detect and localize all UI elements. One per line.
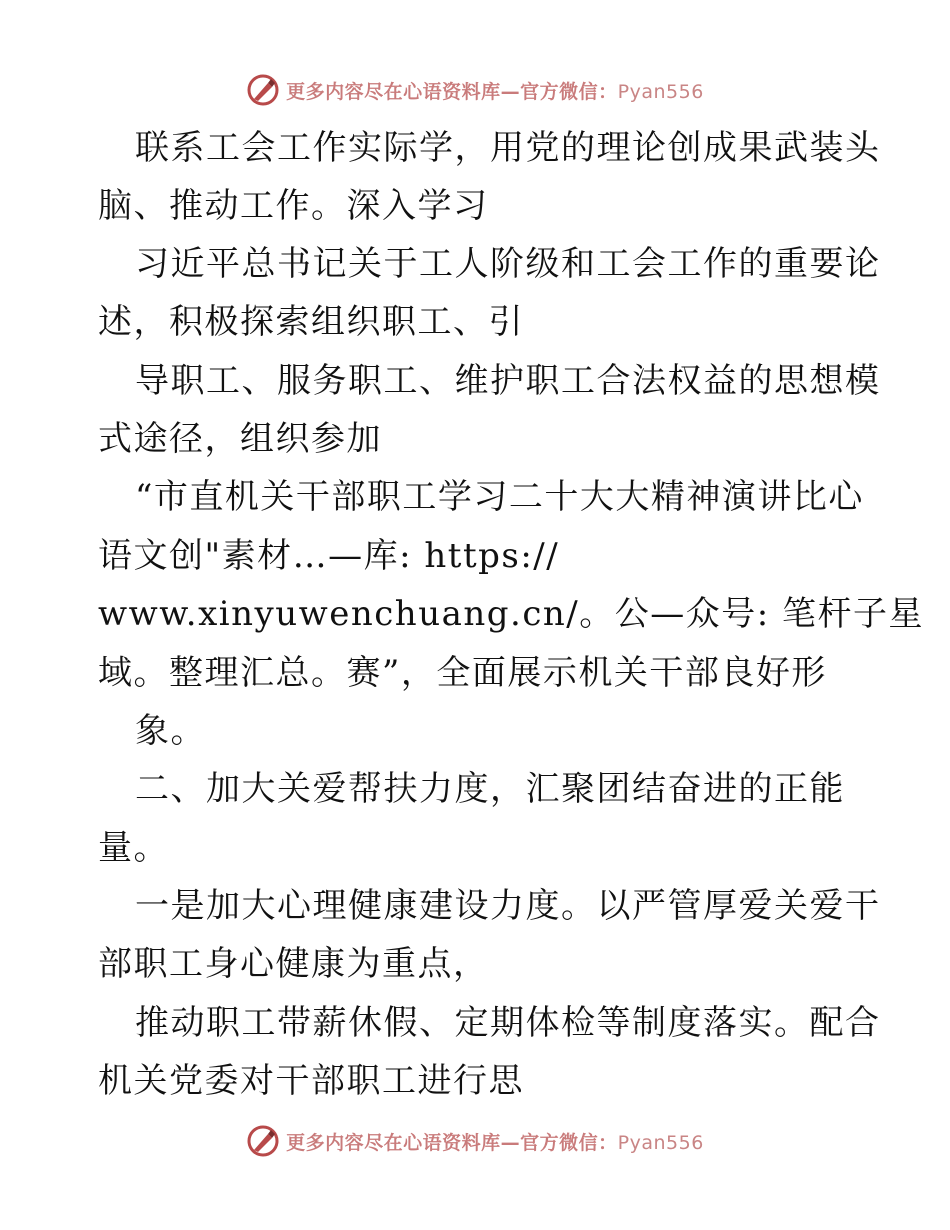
footer-banner-label: 更多内容尽在心语资料库—官方微信： <box>286 1131 618 1154</box>
footer-banner <box>0 1121 950 1161</box>
text-line: 域。整理汇总。赛”，全面展示机关干部良好形 <box>98 653 827 693</box>
text-line: 脑、推动工作。深入学习 <box>98 186 489 226</box>
text-line: 习近平总书记关于工人阶级和工会工作的重要论 <box>135 244 881 284</box>
section-heading: 二、加大关爱帮扶力度，汇聚团结奋进的正能 <box>135 769 845 809</box>
header-banner <box>0 70 950 110</box>
text-line: 联系工会工作实际学，用党的理论创成果武装头 <box>135 128 881 168</box>
text-line: “市直机关干部职工学习二十大大精神演讲比心 <box>135 477 864 517</box>
text-line: 一是加大心理健康建设力度。以严管厚爱关爱干 <box>135 886 881 926</box>
pen-logo-icon <box>246 1124 280 1158</box>
text-line: 象。 <box>135 711 206 751</box>
footer-banner-handle: Pyan556 <box>617 1131 704 1154</box>
text-line: 量。 <box>98 828 169 868</box>
header-banner-text <box>286 77 704 104</box>
text-line: 推动职工带薪休假、定期体检等制度落实。配合 <box>135 1003 881 1043</box>
pen-logo-icon <box>246 73 280 107</box>
text-line: www.xinyuwenchuang.cn/。公—众号: 笔杆子星 <box>98 594 924 634</box>
footer-banner-text <box>286 1128 704 1155</box>
text-line: 式途径，组织参加 <box>98 419 382 459</box>
text-line: 导职工、服务职工、维护职工合法权益的思想模 <box>135 361 881 401</box>
text-line: 述，积极探索组织职工、引 <box>98 302 524 342</box>
header-banner-handle: Pyan556 <box>617 80 704 103</box>
text-line: 机关党委对干部职工进行思 <box>98 1061 524 1101</box>
text-line: 部职工身心健康为重点， <box>98 944 489 984</box>
text-line: 语文创"素材…—库: https:// <box>98 536 560 576</box>
header-banner-label: 更多内容尽在心语资料库—官方微信： <box>286 80 618 103</box>
